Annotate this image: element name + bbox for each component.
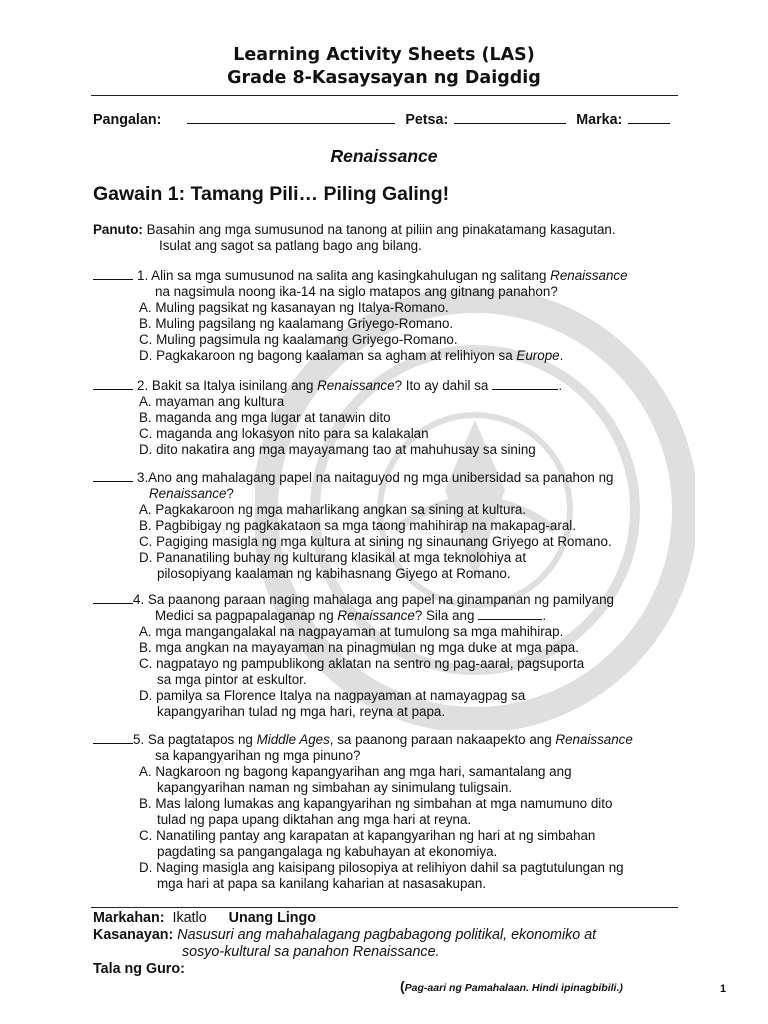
italic-term: Renaissance — [149, 486, 227, 501]
choice-text: pagdating sa pangangalaga ng kabuhayan at ekonomiya. — [157, 844, 498, 859]
question-line — [93, 470, 693, 486]
activity-title: Gawain 1: Tamang Pili… Piling Galing! — [93, 183, 450, 205]
choice-text: pilosopiyang kaalaman ng kabihasnang Giyego at Romano. — [157, 566, 511, 581]
ownership-note: (Pag-aari ng Pamahalaan. Hindi ipinagbibili.) — [400, 978, 623, 994]
instructions-line2: Isulat ang sagot sa patlang bago ang bilang. — [159, 238, 422, 253]
question-text: 2. Bakit sa Italya isinilang ang — [137, 378, 318, 393]
question-text: 3.Ano ang mahalagang papel na naitaguyod ng mga unibersidad sa panahon ng — [137, 470, 614, 485]
answer-choice — [93, 502, 693, 518]
choice-text: B. maganda ang mga lugar at tanawin dito — [139, 410, 391, 425]
header-title-line1: Learning Activity Sheets (LAS) — [233, 45, 535, 65]
choice-text: B. Pagbibigay ng pagkakataon sa mga taong mahihirap na makapag-aral. — [139, 518, 576, 533]
question-line — [93, 592, 693, 608]
answer-blank[interactable] — [93, 268, 133, 280]
student-info-line: Pangalan: Petsa: Marka: — [93, 111, 676, 128]
competency-label: Kasanayan: — [93, 927, 174, 943]
choice-text: D. dito nakatira ang mga mayayamang tao at mahuhusay sa sining — [139, 442, 536, 457]
competency-line1: Nasusuri ang mahahalagang pagbabagong politikal, ekonomiko at — [177, 927, 597, 943]
italic-term: Middle Ages — [256, 732, 330, 747]
choice-text: C. Muling pagsimula ng kaalamang Griyego-Romano. — [139, 332, 458, 347]
choice-text: D. pamilya sa Florence Italya na nagpayaman at namayagpag sa — [139, 688, 526, 703]
name-label: Pangalan — [93, 112, 157, 128]
answer-choice — [93, 534, 693, 550]
page-number: 1 — [720, 983, 727, 995]
fill-in-blank[interactable] — [492, 378, 558, 390]
quarter-label: Markahan: — [93, 910, 165, 926]
question-line — [93, 486, 693, 502]
question-line — [93, 378, 693, 394]
answer-choice — [93, 780, 693, 796]
answer-choice — [93, 860, 693, 876]
competency-line2: sosyo-kultural sa panahon Renaissance. — [182, 944, 440, 960]
lesson-topic: Renaissance — [330, 146, 438, 166]
week-label: Unang Lingo — [228, 910, 316, 926]
answer-choice — [93, 624, 693, 640]
header-rule — [91, 95, 678, 96]
choice-text: B. Mas lalong lumakas ang kapangyarihan ng simbahan at mga namumuno dito — [139, 796, 613, 811]
choice-text: mga hari at papa sa kanilang kaharian at nasasakupan. — [157, 876, 487, 891]
answer-choice — [93, 410, 693, 426]
choice-text: C. nagpatayo ng pampublikong aklatan na sentro ng pag-aaral, pagsuporta — [139, 656, 585, 671]
name-field[interactable] — [187, 111, 395, 124]
choice-text: C. Pagiging masigla ng mga kultura at sining ng sinaunang Griyego at Romano. — [139, 534, 612, 549]
choice-text: A. mga mangangalakal na nagpayaman at tumulong sa mga mahihirap. — [139, 624, 564, 639]
italic-term: Europe — [516, 348, 560, 363]
question-text: D. Pagkakaroon ng bagong kaalaman sa agham at relihiyon sa — [139, 348, 517, 363]
answer-choice — [93, 704, 693, 720]
answer-choice — [93, 300, 693, 316]
choice-text: A. mayaman ang kultura — [139, 394, 285, 409]
teacher-notes-label: Tala ng Guro: — [93, 961, 185, 977]
choice-text: D. Pananatiling buhay ng kulturang klasikal at mga teknolohiya at — [139, 550, 527, 565]
choice-text: B. mga angkan na mayayaman na pinagmulan ng mga duke at mga papa. — [139, 640, 579, 655]
question-5 — [93, 732, 693, 892]
question-3 — [93, 470, 693, 582]
choice-text: A. Nagkaroon ng bagong kapangyarihan ang mga hari, samantalang ang — [139, 764, 572, 779]
italic-term: Renaissance — [337, 608, 415, 623]
question-text: 4. Sa paanong paraan naging mahalaga ang papel na ginampanan ng pamilyang — [133, 592, 614, 607]
answer-choice — [93, 518, 693, 534]
question-text: 5. Sa pagtatapos ng — [133, 732, 257, 747]
question-text: 1. Alin sa mga sumusunod na salita ang kasingkahulugan ng salitang — [137, 268, 551, 283]
choice-text: A. Muling pagsikat ng kasanayan ng Italya-Romano. — [139, 300, 449, 315]
question-1 — [93, 268, 693, 364]
question-text: . — [559, 348, 564, 363]
answer-blank[interactable] — [93, 378, 133, 390]
question-4 — [93, 592, 693, 720]
answer-blank[interactable] — [93, 732, 133, 744]
choice-text: C. maganda ang lokasyon nito para sa kalakalan — [139, 426, 429, 441]
instructions — [93, 222, 693, 254]
answer-choice — [93, 550, 693, 566]
question-text: ? — [226, 486, 234, 501]
italic-term: Renaissance — [550, 268, 628, 283]
answer-choice — [93, 796, 693, 812]
question-2 — [93, 378, 693, 458]
instructions-label: Panuto: — [93, 222, 143, 237]
answer-choice — [93, 640, 693, 656]
question-text: Medici sa pagpapalaganap ng — [155, 608, 338, 623]
choice-text: C. Nanatiling pantay ang karapatan at kapangyarihan ng hari at ng simbahan — [139, 828, 596, 843]
score-label: Marka — [576, 112, 618, 128]
choice-text: A. Pagkakaroon ng mga maharlikang angkan sa sining at kultura. — [139, 502, 527, 517]
answer-choice — [93, 394, 693, 410]
footer-rule — [91, 907, 678, 908]
answer-choice — [93, 672, 693, 688]
question-line — [93, 268, 693, 284]
answer-choice — [93, 316, 693, 332]
question-line — [93, 284, 693, 300]
footer-info — [93, 910, 596, 978]
period: . — [558, 378, 563, 393]
answer-choice — [93, 332, 693, 348]
question-line — [93, 732, 693, 748]
header-title-line2: Grade 8-Kasaysayan ng Daigdig — [227, 68, 541, 88]
fill-in-blank[interactable] — [478, 608, 542, 620]
italic-term: Renaissance — [555, 732, 633, 747]
period: . — [542, 608, 547, 623]
answer-choice — [93, 566, 693, 582]
answer-choice — [93, 348, 693, 364]
choice-text: kapangyarihan tulad ng mga hari, reyna at papa. — [157, 704, 446, 719]
question-text: , sa paanong paraan nakaapekto ang — [329, 732, 556, 747]
question-text: na nagsimula noong ika-14 na siglo matapos ang gitnang panahon? — [155, 284, 558, 299]
question-text: ? Ito ay dahil sa — [394, 378, 489, 393]
date-label: Petsa — [405, 112, 444, 128]
score-field[interactable] — [628, 111, 670, 124]
answer-choice — [93, 764, 693, 780]
answer-choice — [93, 442, 693, 458]
answer-choice — [93, 876, 693, 892]
ownership-note-text: Pag-aari ng Pamahalaan. Hindi ipinagbibili. — [404, 982, 620, 994]
answer-blank[interactable] — [93, 592, 133, 604]
answer-blank[interactable] — [93, 470, 133, 482]
question-line — [93, 608, 693, 624]
quarter-value: Ikatlo — [172, 910, 207, 926]
choice-text: D. Naging masigla ang kaisipang pilosopiya at relihiyon dahil sa pagtutulungan ng — [139, 860, 624, 875]
choice-text: B. Muling pagsilang ng kaalamang Griyego-Romano. — [139, 316, 454, 331]
answer-choice — [93, 688, 693, 704]
answer-choice — [93, 828, 693, 844]
question-line — [93, 748, 693, 764]
date-field[interactable] — [454, 111, 566, 124]
choice-text: sa mga pintor at eskultor. — [157, 672, 307, 687]
italic-term: Renaissance — [317, 378, 395, 393]
answer-choice — [93, 844, 693, 860]
document-header — [0, 44, 768, 90]
question-text: ? Sila ang — [414, 608, 475, 623]
answer-choice — [93, 426, 693, 442]
instructions-line1: Basahin ang mga sumusunod na tanong at piliin ang pinakatamang kasagutan. — [146, 222, 616, 237]
choice-text: tulad ng papa upang diktahan ang mga hari at reyna. — [157, 812, 472, 827]
choice-text: kapangyarihan naman ng simbahan ay sinimulang tuligsain. — [157, 780, 513, 795]
question-text: sa kapangyarihan ng mga pinuno? — [155, 748, 361, 763]
answer-choice — [93, 812, 693, 828]
answer-choice — [93, 656, 693, 672]
